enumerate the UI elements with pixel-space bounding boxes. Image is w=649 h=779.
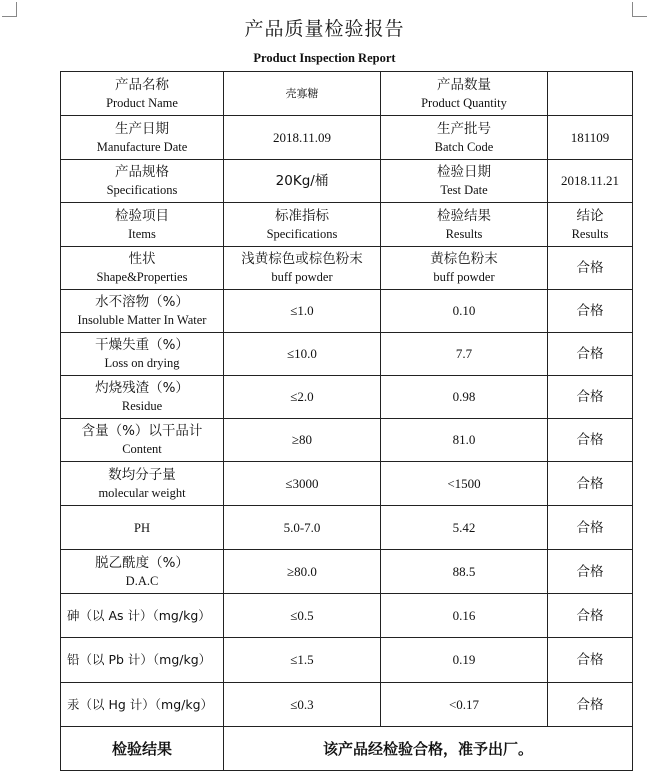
info-row-manufacture-date [61,116,633,160]
item-conclusion: 合格 [548,638,633,683]
item-name-cn: 灼烧残渣（%） [95,380,189,396]
footer-text: 该产品经检验合格，准予出厂。 [224,727,633,771]
table-row [61,594,633,638]
item-result-en: buff powder [433,270,495,284]
item-name-en: molecular weight [98,485,186,500]
item-name-cn: 脱乙酰度（%） [95,554,189,571]
label-cn: 生产批号 [437,120,491,137]
table-row [61,290,633,333]
item-conclusion: 合格 [548,290,633,333]
item-name-cn: 数均分子量 [108,466,176,483]
label-batch-code [381,116,548,160]
item-name [61,506,224,550]
footer-row [61,727,633,771]
item-conclusion: 合格 [548,419,633,462]
item-conclusion: 合格 [548,333,633,376]
item-name [61,638,224,683]
value-product-quantity [548,72,633,116]
label-product-name [61,72,224,116]
item-spec: ≤1.5 [224,638,381,683]
item-result [381,247,548,290]
table-row [61,462,633,506]
column-header-cn: 检验结果 [437,207,491,224]
item-spec: ≤2.0 [224,376,381,419]
label-en: Manufacture Date [96,139,188,154]
item-result: <0.17 [381,683,548,727]
item-spec-cn: 浅黄棕色或棕色粉末 [241,251,363,267]
item-name [61,550,224,594]
label-cn: 产品规格 [115,164,169,180]
item-name-en: Content [122,442,162,456]
item-result-cn: 黄棕色粉末 [430,251,498,267]
item-name [61,419,224,462]
item-name [61,462,224,506]
item-name-cn: 水不溶物（%） [95,294,189,310]
item-spec: ≤3000 [224,462,381,506]
item-name-cn: 汞（以 Hg 计）（mg/kg） [67,696,214,712]
column-header-conclusion [548,203,633,247]
item-name-cn: 含量（%）以干品计 [81,423,203,439]
table-row [61,419,633,462]
item-conclusion: 合格 [548,594,633,638]
item-result: 88.5 [381,550,548,594]
label-cn: 生产日期 [115,120,169,137]
label-en: Test Date [440,183,488,197]
item-name-en: Insoluble Matter In Water [77,313,207,327]
item-result: 0.19 [381,638,548,683]
item-conclusion: 合格 [548,506,633,550]
item-result: <1500 [381,462,548,506]
item-result: 81.0 [381,419,548,462]
item-spec: ≥80 [224,419,381,462]
table-row [61,247,633,290]
info-row-product-name [61,72,633,116]
label-en: Specifications [106,183,178,197]
item-name [61,683,224,727]
column-header-cn: 结论 [576,207,604,224]
value-product-name: 壳寡糖 [224,72,381,116]
table-row [61,638,633,683]
label-cn: 产品数量 [437,76,491,93]
value-manufacture-date: 2018.11.09 [224,116,381,160]
item-conclusion: 合格 [548,376,633,419]
column-header-cn: 标准指标 [275,207,329,224]
column-header-specifications [224,203,381,247]
item-spec: 5.0-7.0 [224,506,381,550]
item-name [61,247,224,290]
info-row-specifications [61,160,633,203]
item-result: 0.98 [381,376,548,419]
column-header-en: Results [571,226,609,241]
item-spec [224,247,381,290]
item-name [61,290,224,333]
item-spec: ≤0.3 [224,683,381,727]
item-name [61,376,224,419]
column-header-row [61,203,633,247]
item-name-en: D.A.C [125,573,159,588]
item-name-cn: 干燥失重（%） [95,337,189,353]
label-product-quantity [381,72,548,116]
value-test-date: 2018.11.21 [548,160,633,203]
item-name-en: Residue [121,399,163,413]
item-result: 5.42 [381,506,548,550]
table-row [61,333,633,376]
item-name-en: Shape&Properties [96,270,188,284]
label-cn: 产品名称 [115,76,169,93]
value-batch-code: 181109 [548,116,633,160]
table-row [61,550,633,594]
item-conclusion: 合格 [548,247,633,290]
table-row [61,683,633,727]
item-result: 0.10 [381,290,548,333]
item-spec: ≤0.5 [224,594,381,638]
column-header-en: Specifications [266,226,338,241]
report-subtitle: Product Inspection Report [253,51,396,65]
label-test-date [381,160,548,203]
item-name-cn: 铅（以 Pb 计）（mg/kg） [67,652,212,667]
label-specifications [61,160,224,203]
table-row [61,506,633,550]
value-specifications: 20Kg/桶 [224,160,381,203]
item-spec: ≤1.0 [224,290,381,333]
footer-label: 检验结果 [61,727,224,771]
table-row [61,376,633,419]
item-spec: ≥80.0 [224,550,381,594]
item-conclusion: 合格 [548,683,633,727]
column-header-results [381,203,548,247]
column-header-en: Results [445,226,483,241]
label-manufacture-date [61,116,224,160]
item-result: 0.16 [381,594,548,638]
label-en: Batch Code [434,139,494,154]
label-en: Product Name [106,95,178,110]
item-conclusion: 合格 [548,550,633,594]
item-result: 7.7 [381,333,548,376]
item-name [61,333,224,376]
item-conclusion: 合格 [548,462,633,506]
label-cn: 检验日期 [437,164,491,180]
item-spec-en: buff powder [271,270,333,284]
column-header-cn: 检验项目 [115,207,169,224]
report-title: 产品质量检验报告 [244,18,405,40]
inspection-table [60,71,633,771]
column-header-en: Items [128,226,156,241]
label-en: Product Quantity [421,95,507,110]
item-spec: ≤10.0 [224,333,381,376]
item-name-cn: PH [134,520,150,535]
item-name-cn: 砷（以 As 计）（mg/kg） [67,607,211,623]
item-name-cn: 性状 [128,251,156,267]
item-name-en: Loss on drying [104,356,180,370]
item-name [61,594,224,638]
column-header-items [61,203,224,247]
